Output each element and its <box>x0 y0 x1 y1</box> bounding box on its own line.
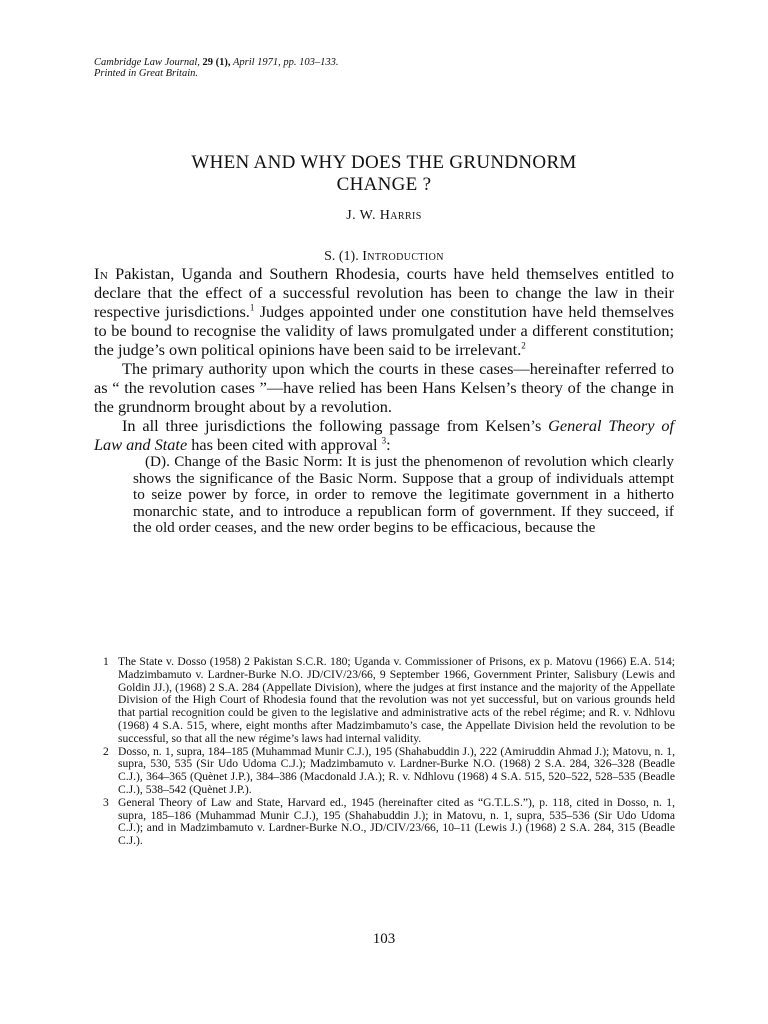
article-title <box>94 152 674 196</box>
article-title-line-2: CHANGE ? <box>336 174 432 195</box>
footnote <box>103 656 675 746</box>
journal-citation <box>94 57 339 68</box>
article-body <box>94 264 675 537</box>
paragraph-1 <box>94 264 674 359</box>
footnote <box>103 797 675 848</box>
footnote-ref-2: 2 <box>521 340 526 351</box>
paragraph-3-text-2: has been cited with approval <box>187 435 382 454</box>
footnote-number: 3 <box>103 795 109 809</box>
block-quote <box>133 454 674 537</box>
journal-volume: 29 (1), <box>202 57 231 68</box>
footnote <box>103 746 675 797</box>
article-author <box>94 208 674 224</box>
footnote-ref-3: 3 <box>381 435 387 446</box>
paragraph-3-book-title: General Theory of Law and State <box>94 416 675 454</box>
paragraph-1-text-2: Judges appointed under one constitution have held themselves to be bound to recognise the validity of laws promulgated under a different constitution; the judge’s own political opinions have been said to be irrelevant. <box>94 302 675 359</box>
paragraph-3 <box>94 416 674 454</box>
section-heading <box>94 249 674 265</box>
author-name: J. W. Harris <box>346 208 422 223</box>
footnote-ref-1: 1 <box>249 302 255 313</box>
footnote-number: 2 <box>103 744 109 758</box>
article-title-line-1: WHEN AND WHY DOES THE GRUNDNORM <box>191 152 577 173</box>
footnote-text: Dosso, n. 1, supra, 184–185 (Muhammad Munir C.J.), 195 (Shahabuddin J.), 222 (Amiruddin Ahmad J.); Matovu, n. 1, supra, 530, 535 (Sir Udo Udoma C.J.); Madzimbamuto v. Lardner-Burke N.O. (1968) 2 S.A. 284, 326–328 (Beadle C.J.), 364–365 (Quènet J.P.), 384–386 (Macdonald J.A.); R. v. Ndhlovu (1968) 4 S.A. 515, 520–522, 528–535 (Beadle C.J.), 538–542 (Quènet J.P.). <box>118 744 675 796</box>
paragraph-1-text: Pakistan, Uganda and Southern Rhodesia, courts have held themselves entitled to declare that the effect of a successful revolution has been to change the law in their respective jurisdictions. <box>94 264 674 321</box>
journal-name: Cambridge Law Journal, <box>94 57 200 68</box>
journal-date-pages: April 1971, pp. 103–133. <box>232 57 339 68</box>
footnotes <box>103 656 675 848</box>
printed-location: Printed in Great Britain. <box>94 68 199 79</box>
paragraph-3-text: In all three jurisdictions the following passage from Kelsen’s <box>122 416 549 435</box>
quote-label: (D). Change of the Basic Norm: <box>145 453 343 470</box>
page-number: 103 <box>372 931 396 947</box>
footnote-text: General Theory of Law and State, Harvard ed., 1945 (hereinafter cited as “G.T.L.S.”), p. 118, cited in Dosso, n. 1, supra, 185–186 (Muhammad Munir C.J.), 195 (Shahabuddin J.); in Matovu, n. 1, supra, 535–536 (Sir Udo Udoma C.J.); and in Madzimbamuto v. Lardner-Burke N.O., JD/CIV/23/66, 10–11 (Lewis J.) (1968) 2 S.A. 284, 315 (Beadle C.J.). <box>118 795 675 848</box>
footnote-text: The State v. Dosso (1958) 2 Pakistan S.C.R. 180; Uganda v. Commissioner of Prisons, ex p. Matovu (1966) E.A. 514; Madzimbamuto v. Lardner-Burke N.O. JD/CIV/23/66, 9 September 1966, Government Printer, Salisbury (Lewis and Goldin JJ.), (1968) 2 S.A. 284 (Appellate Division), where the judges at first instance and the majority of the Appellate Division of the High Court of Rhodesia found that the revolution was not yet successful, but on various grounds held that partial recognition could be given to the legislative and administrative acts of the rebel régime; and R. v. Ndhlovu (1968) 4 S.A. 515, where, eight months after Madzimbamuto’s case, the Appellate Division held the revolution to be successful, so that all the new régime’s laws had internal validity. <box>118 655 675 745</box>
section-title: Introduction <box>362 249 444 264</box>
paragraph-2: The primary authority upon which the courts in these cases—hereinafter referred to as “ the revolution cases ”—have relied has been Hans Kelsen’s theory of the change in the grundnorm brought about by a revolution. <box>94 359 674 416</box>
journal-header <box>94 57 339 79</box>
paragraph-1-lead: In <box>94 264 109 283</box>
footnote-number: 1 <box>103 655 109 668</box>
paragraph-3-end: : <box>386 435 391 454</box>
quote-text: It is just the phenomenon of revolution which clearly shows the significance of the Basic Norm. Suppose that a group of individuals attempt to seize power by force, in order to remove the legitimate government in a hitherto monarchic state, and to introduce a republican form of government. If they succeed, if the old order ceases, and the new order begins to be efficacious, because the <box>133 453 674 536</box>
section-number: S. (1). <box>324 249 359 264</box>
